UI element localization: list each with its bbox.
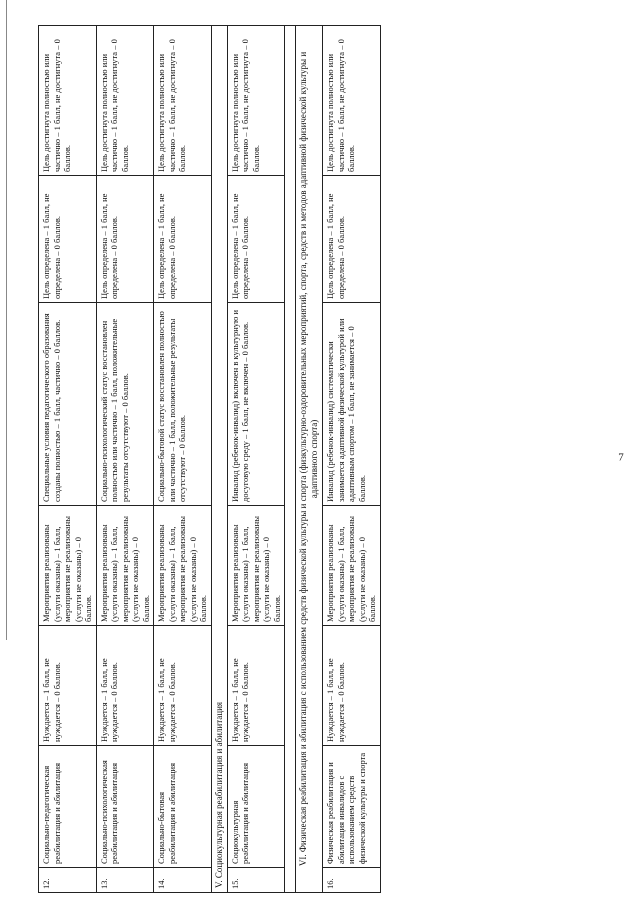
rehab-type: Социально-психологическая реабилитация и абилитация <box>96 746 154 868</box>
measures-criterion: Мероприятия реализованы (услуги оказаны) – 1 балл, мероприятия не реализованы (услуги не оказаны) – 0 баллов. <box>227 506 285 626</box>
page-number: 7 <box>618 451 624 464</box>
rehab-type: Социально-педагогическая реабилитация и абилитация <box>39 746 97 868</box>
achieved-criterion: Цель достигнута полностью или частично – 1 балл, не достигнута – 0 баллов. <box>227 26 285 176</box>
condition-criterion: Специальные условия педагогического образования созданы полностью – 1 балл, частично – 0 баллов. <box>39 303 97 506</box>
goal-criterion: Цель определена – 1 балл, не определена – 0 баллов. <box>227 176 285 303</box>
rehab-type: Социально-бытовая реабилитация и абилитация <box>154 746 212 868</box>
goal-criterion: Цель определена – 1 балл, не определена – 0 баллов. <box>323 176 381 303</box>
achieved-criterion: Цель достигнута полностью или частично – 1 балл, не достигнута – 0 баллов. <box>323 26 381 176</box>
table-row <box>323 26 381 893</box>
condition-criterion: Социально-бытовой статус восстановлен полностью или частично – 1 балл, положительные результаты отсутствуют – 0 баллов. <box>154 303 212 506</box>
rehab-type: Физическая реабилитация и абилитация инвалидов с использованием средств физической культуры и спорта <box>323 746 381 868</box>
measures-criterion: Мероприятия реализованы (услуги оказаны) – 1 балл, мероприятия не реализованы (услуги не оказаны) – 0 баллов. <box>96 506 154 626</box>
row-number: 16. <box>323 868 381 893</box>
section-heading-row <box>296 26 323 893</box>
achieved-criterion: Цель достигнута полностью или частично – 1 балл, не достигнута – 0 баллов. <box>39 26 97 176</box>
goal-criterion: Цель определена – 1 балл, не определена – 0 баллов. <box>96 176 154 303</box>
row-number: 13. <box>96 868 154 893</box>
condition-criterion: Социально-психологический статус восстановлен полностью или частично – 1 балл, положительные результаты отсутствуют – 0 баллов. <box>96 303 154 506</box>
measures-criterion: Мероприятия реализованы (услуги оказаны) – 1 балл, мероприятия не реализованы (услуги не оказаны) – 0 баллов. <box>39 506 97 626</box>
table-row <box>227 26 285 893</box>
row-number: 14. <box>154 868 212 893</box>
table-row <box>39 26 97 893</box>
condition-criterion: Инвалид (ребенок-инвалид) систематически занимается адаптивной физической культурой или адаптивным спортом – 1 балл, не занимается – 0 баллов. <box>323 303 381 506</box>
section-heading-5: V. Социокультурная реабилитация и абилитация <box>211 26 227 893</box>
section-heading-6: VI. Физическая реабилитация и абилитация с использованием средств физической культуры и спорта (физкультурно-оздоровительных мероприятий, спорта, средств и методов адаптивной физической культуры и адаптивного спорта) <box>296 26 323 893</box>
goal-criterion: Цель определена – 1 балл, не определена – 0 баллов. <box>39 176 97 303</box>
spacer-row <box>285 26 296 893</box>
need-criterion: Нуждается – 1 балл, не нуждается – 0 баллов. <box>227 626 285 746</box>
table-row <box>154 26 212 893</box>
goal-criterion: Цель определена – 1 балл, не определена – 0 баллов. <box>154 176 212 303</box>
condition-criterion: Инвалид (ребенок-инвалид) включен в культурную и досуговую среду – 1 балл, не включен – 0 баллов. <box>227 303 285 506</box>
need-criterion: Нуждается – 1 балл, не нуждается – 0 баллов. <box>96 626 154 746</box>
need-criterion: Нуждается – 1 балл, не нуждается – 0 баллов. <box>39 626 97 746</box>
need-criterion: Нуждается – 1 балл, не нуждается – 0 баллов. <box>323 626 381 746</box>
rehab-type: Социокультурная реабилитация и абилитация <box>227 746 285 868</box>
measures-criterion: Мероприятия реализованы (услуги оказаны) – 1 балл, мероприятия не реализованы (услуги не оказаны) – 0 баллов. <box>323 506 381 626</box>
need-criterion: Нуждается – 1 балл, не нуждается – 0 баллов. <box>154 626 212 746</box>
spacer-cell <box>285 26 296 893</box>
section-heading-row <box>211 26 227 893</box>
evaluation-table <box>38 25 381 893</box>
row-number: 15. <box>227 868 285 893</box>
row-number: 12. <box>39 868 97 893</box>
achieved-criterion: Цель достигнута полностью или частично – 1 балл, не достигнута – 0 баллов. <box>154 26 212 176</box>
measures-criterion: Мероприятия реализованы (услуги оказаны) – 1 балл, мероприятия не реализованы (услуги не оказаны) – 0 баллов. <box>154 506 212 626</box>
achieved-criterion: Цель достигнута полностью или частично – 1 балл, не достигнута – 0 баллов. <box>96 26 154 176</box>
table-row <box>96 26 154 893</box>
